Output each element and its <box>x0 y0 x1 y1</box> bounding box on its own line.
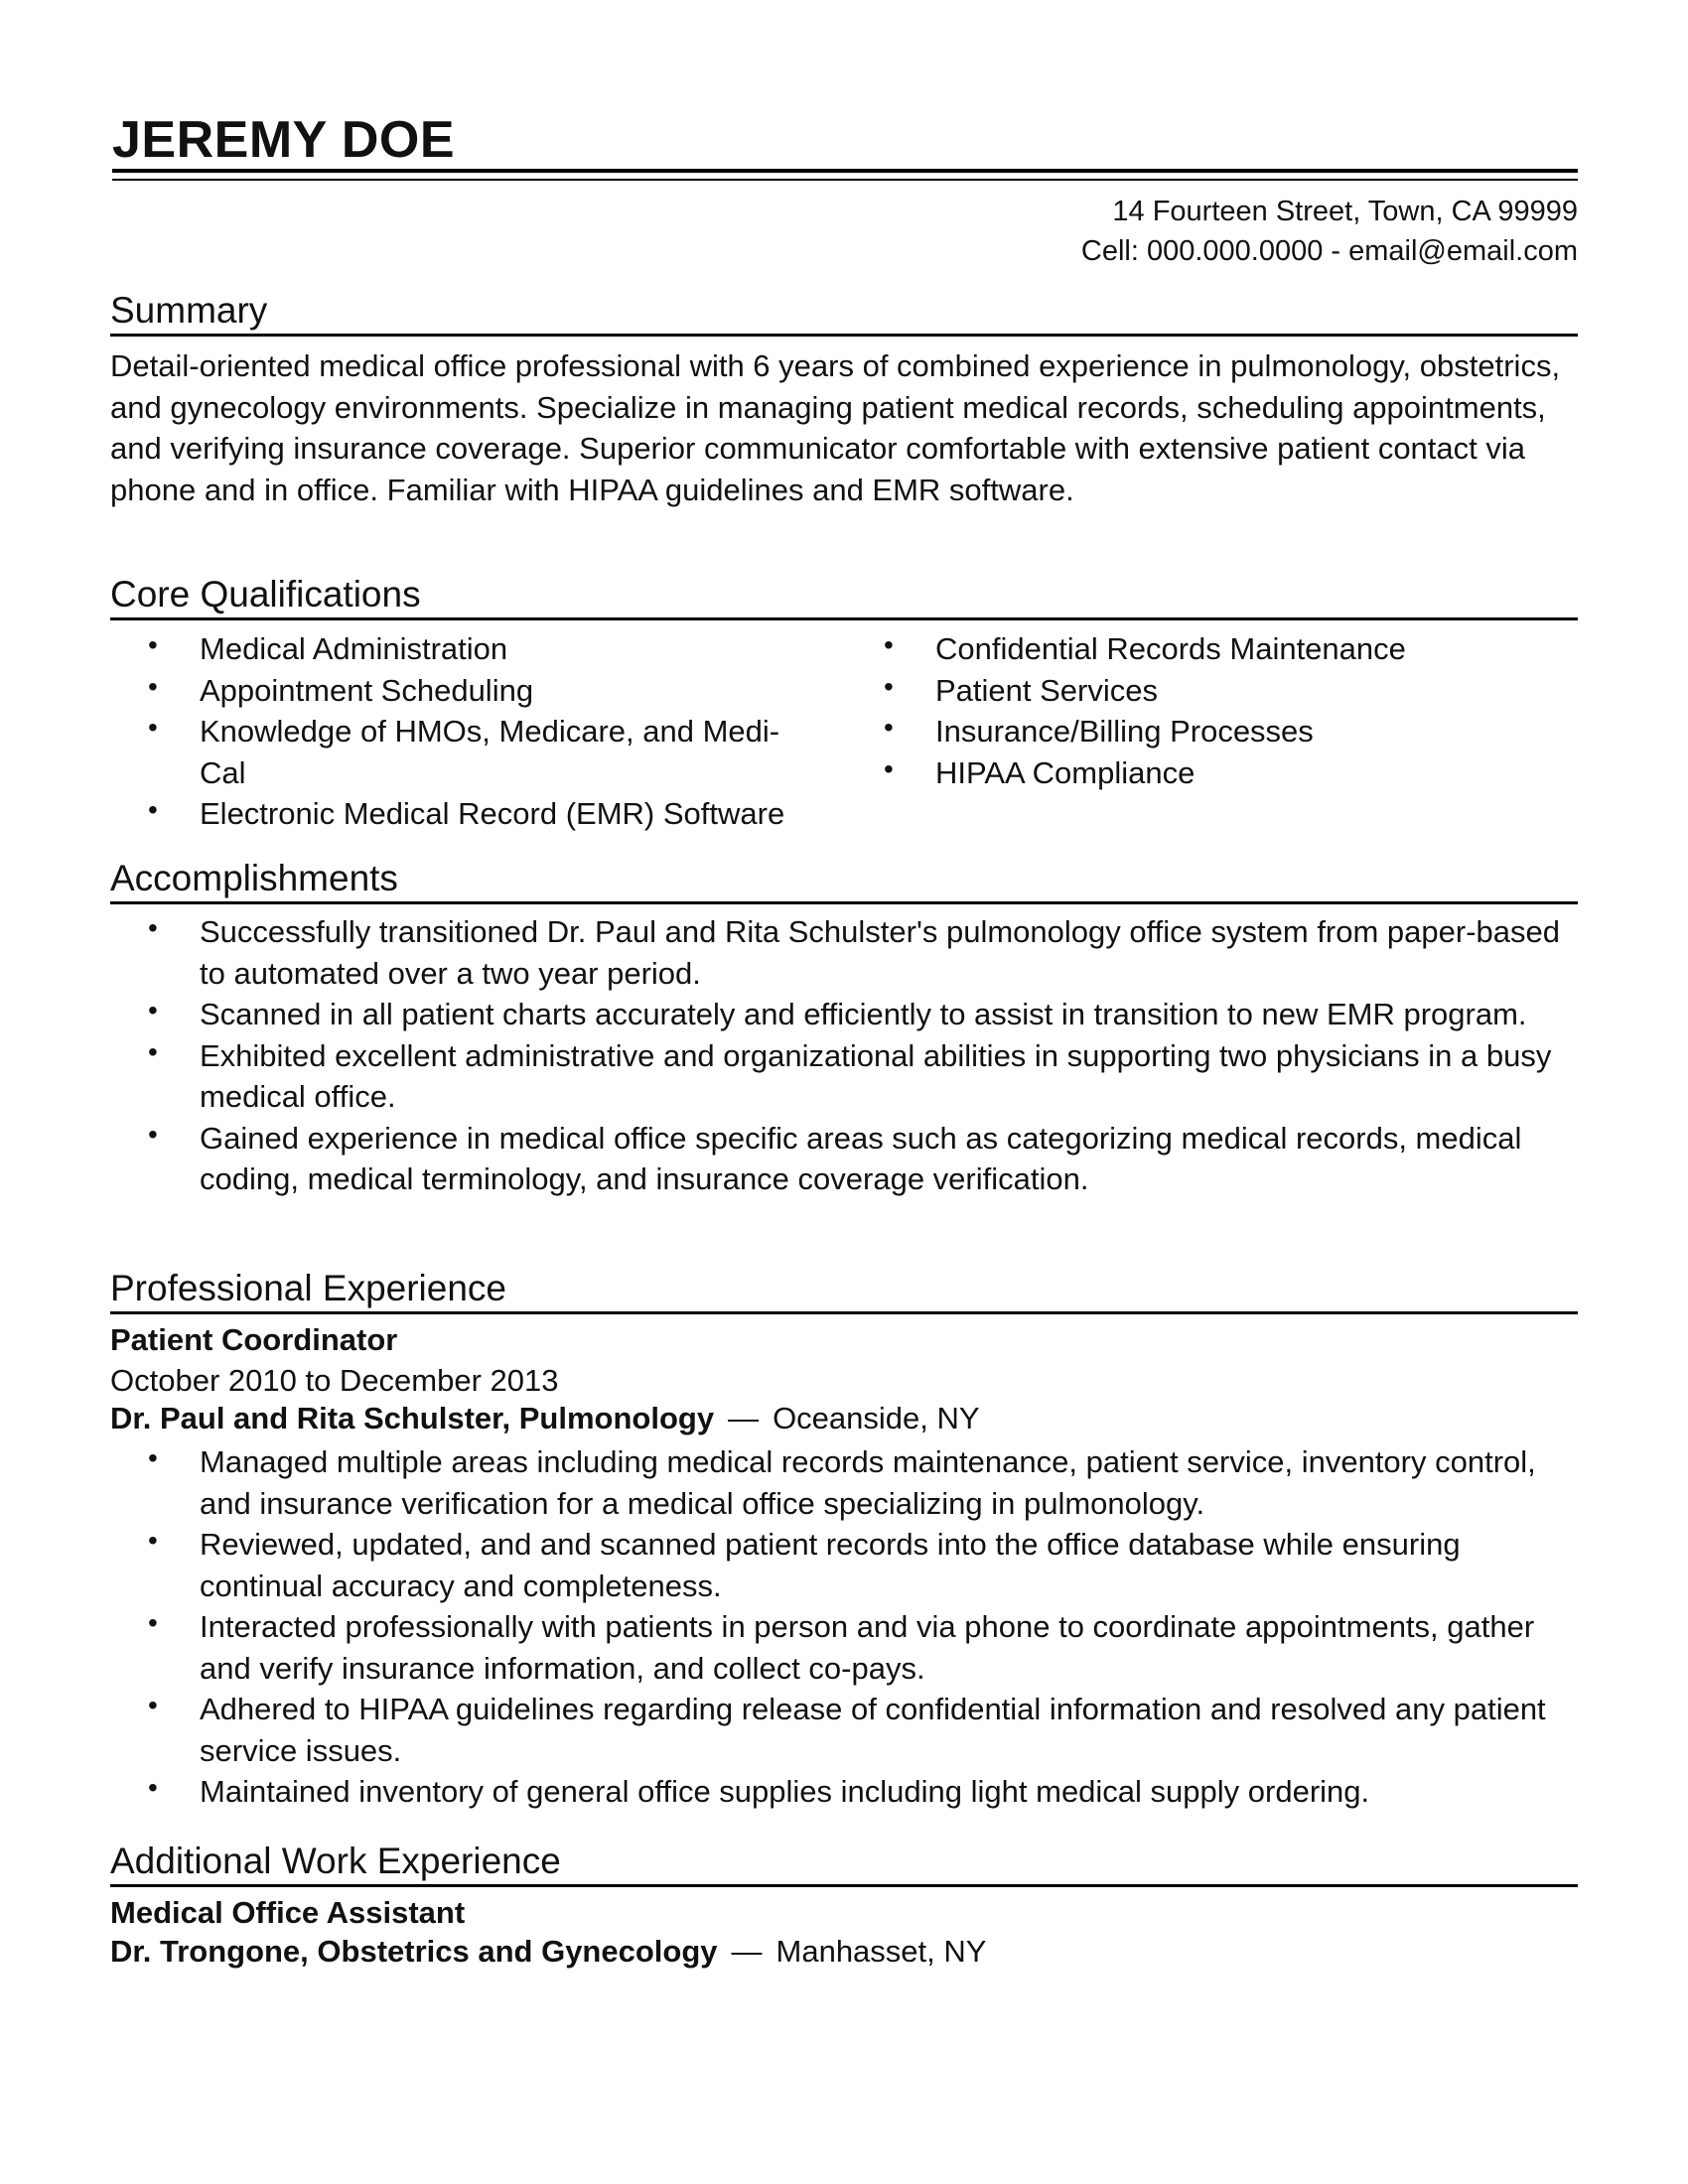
job-duties-list <box>110 1441 1578 1813</box>
section-title-accomplishments: Accomplishments <box>110 856 1578 904</box>
job-title: Patient Coordinator <box>110 1322 398 1357</box>
list-item: • HIPAA Compliance <box>846 752 1578 794</box>
section-title-summary: Summary <box>110 288 1578 337</box>
list-item: • Knowledge of HMOs, Medicare, and Medi-Cal <box>110 711 840 793</box>
list-item: • Appointment Scheduling <box>110 670 840 712</box>
accomplishments-list <box>110 911 1578 1200</box>
list-item: • Exhibited excellent administrative and organizational abilities in supporting two physicians in a busy medical office. <box>110 1035 1578 1118</box>
header-rule-thick <box>112 169 1578 173</box>
list-item: • Maintained inventory of general office supplies including light medical supply ordering. <box>110 1771 1578 1813</box>
additional-job-title: Medical Office Assistant <box>110 1895 466 1930</box>
summary-text: Detail-oriented medical office professional with 6 years of combined experience in pulmonology, obstetrics, and gynecology environments. Specialize in managing patient medical records, scheduling appointments, and verifying insurance coverage. Superior communicator comfortable with extensive patient contact via phone and in office. Familiar with HIPAA guidelines and EMR software. <box>110 348 1561 507</box>
list-item: • Managed multiple areas including medical records maintenance, patient service, inventory control, and insurance verification for a medical office specializing in pulmonology. <box>110 1441 1578 1524</box>
qualifications-list-right <box>846 628 1578 793</box>
employer-location: Oceanside, NY <box>773 1401 980 1435</box>
candidate-name: JEREMY DOE <box>112 111 456 169</box>
section-title-additional-experience: Additional Work Experience <box>110 1839 1578 1887</box>
contact-line: Cell: 000.000.0000 - email@email.com <box>1080 235 1578 267</box>
employer-separator: — <box>728 1401 760 1435</box>
contact-block <box>1081 192 1578 271</box>
list-item: • Gained experience in medical office specific areas such as categorizing medical records, medical coding, medical terminology, and insurance coverage verification. <box>110 1118 1578 1200</box>
additional-employer-line <box>110 1932 986 1972</box>
list-item: • Electronic Medical Record (EMR) Software <box>110 793 840 835</box>
list-item: • Confidential Records Maintenance <box>846 628 1578 670</box>
list-item: • Patient Services <box>846 670 1578 712</box>
list-item: • Insurance/Billing Processes <box>846 711 1578 752</box>
list-item: • Medical Administration <box>110 628 840 670</box>
job-dates: October 2010 to December 2013 <box>110 1363 559 1398</box>
list-item: • Scanned in all patient charts accurately and efficiently to assist in transition to new EMR program. <box>110 994 1578 1035</box>
header-rule-thin <box>112 179 1578 181</box>
address-line: 14 Fourteen Street, Town, CA 99999 <box>1112 196 1578 227</box>
section-title-qualifications: Core Qualifications <box>110 572 1578 620</box>
additional-employer-location: Manhasset, NY <box>775 1934 987 1969</box>
list-item: • Reviewed, updated, and and scanned patient records into the office database while ensuring continual accuracy and completeness. <box>110 1524 1578 1606</box>
qualifications-list-left <box>110 628 840 835</box>
additional-employer-separator: — <box>731 1934 763 1969</box>
list-item: • Adhered to HIPAA guidelines regarding release of confidential information and resolved any patient service issues. <box>110 1689 1578 1771</box>
list-item: • Successfully transitioned Dr. Paul and Rita Schulster's pulmonology office system from paper-based to automated over a two year period. <box>110 911 1578 994</box>
employer-line <box>110 1399 980 1438</box>
employer-name: Dr. Paul and Rita Schulster, Pulmonology <box>110 1401 715 1435</box>
section-title-professional-experience: Professional Experience <box>110 1266 1578 1314</box>
list-item: • Interacted professionally with patients in person and via phone to coordinate appointments, gather and verify insurance information, and collect co-pays. <box>110 1606 1578 1689</box>
additional-employer-name: Dr. Trongone, Obstetrics and Gynecology <box>110 1934 718 1969</box>
